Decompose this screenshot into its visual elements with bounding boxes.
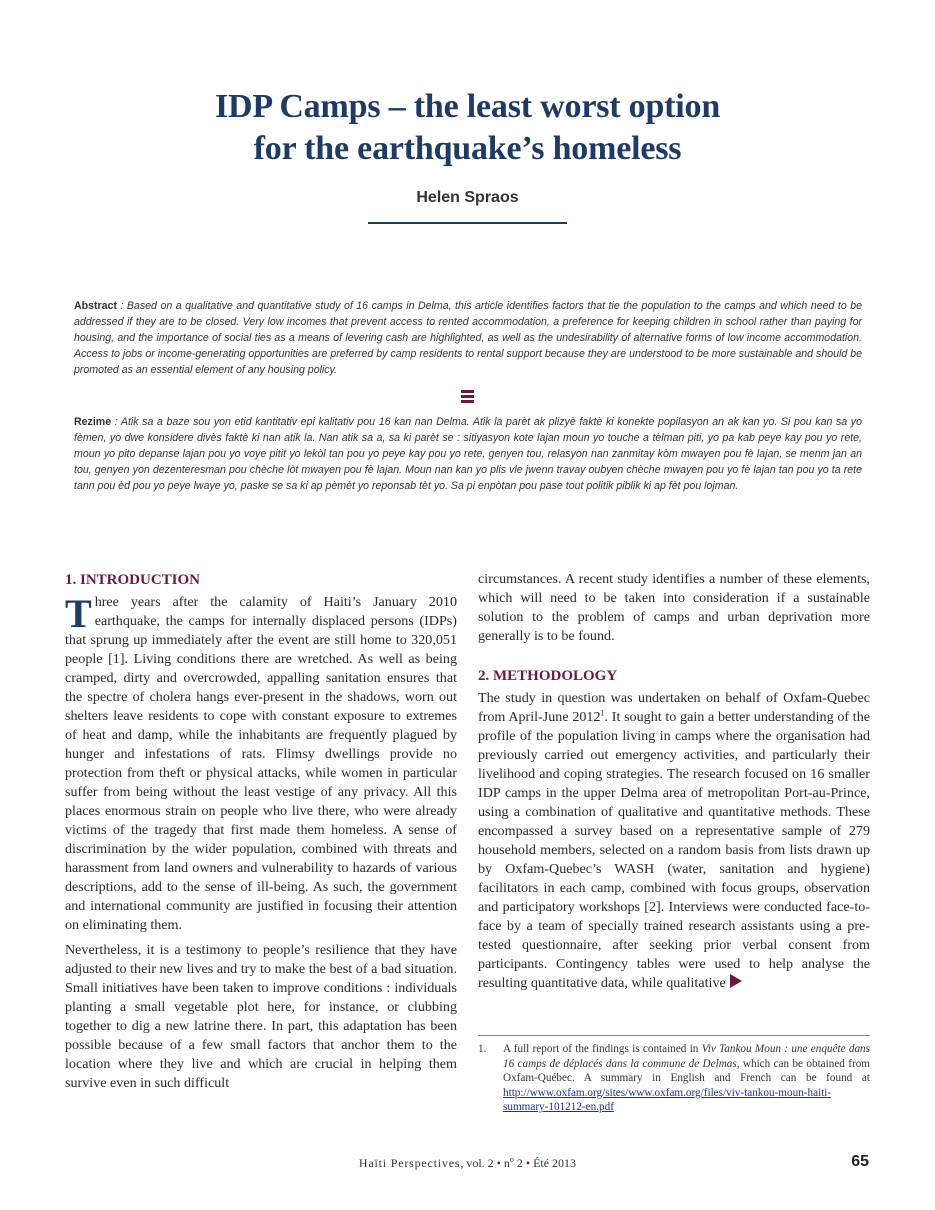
- footer-volume: , vol. 2: [460, 1156, 497, 1170]
- intro-paragraph-3: circumstances. A recent study identifies a number of these elements, which will need to be taken into consideration if a sustainable solution to the problem of camps and urban deprivation more generally is to be found.: [478, 571, 870, 644]
- intro-paragraph-1: [65, 593, 457, 935]
- intro-paragraph-2: Nevertheless, it is a testimony to people’s resilience that they have adjusted to their new lives and try to make the best of a bad situation. Small initiatives have been taken to improve conditions : individuals planting a small vegetable plot here, for instance, or clubbing together to dig a new latrine there. In part, this adaptation has been possible because of a few small factors that anchor them to the location where they live and which are crucial in helping them survive even in such difficult: [65, 942, 457, 1091]
- footnote-divider: [478, 1035, 870, 1036]
- footnote-report-title: Viv Tankou Moun : une enquête dans 16 camps de déplacés dans la commune de Delmas: [503, 1043, 870, 1070]
- intro-paragraph-1-text: hree years after the calamity of Haiti’s January 2010 earthquake, the camps for internally displaced persons (IDPs) that sprung up immediately after the event are still home to 320,051 people [1]. Living conditions there are wretched. As well as being cramped, dirty and overcrowded, appalling sanitation ensures that the spectre of cholera hangs ever-present in the shadows, worn out shelters leave residents to cope with constant exposure to extremes of heat and damp, while the inhabitants are frequently plagued by hunger and infestations of rats. Flimsy dwellings provide no protection from theft or physical attacks, while women in particular suffer from being without the least vestige of any privacy. All this places enormous strain on people who live there, who were already victims of the tragedy that first made them homeless. A sense of discrimination by the wider population, combined with threats and harassment from land owners and vulnerability to hazards of various descriptions, add to the sense of ill-being. As such, the government and international community are justified in focusing their attention on eliminating them.: [65, 594, 457, 933]
- methodology-text-a: The study in question was undertaken on behalf of Oxfam-Quebec from April-June 2012: [478, 690, 870, 725]
- three-bar-icon: [461, 390, 474, 403]
- right-triangle-arrow-icon: [730, 974, 742, 988]
- journal-name: Haïti Perspectives: [358, 1156, 461, 1170]
- footnote-link[interactable]: http://www.oxfam.org/sites/www.oxfam.org/files/viv-tankou-moun-haiti-summary-101212-en.pdf: [503, 1086, 832, 1113]
- footer-issue-number: 2: [513, 1156, 526, 1170]
- abstract: [74, 298, 862, 378]
- footnote-ref-1[interactable]: 1: [600, 708, 605, 718]
- abstract-label: Abstract: [74, 300, 117, 312]
- drop-cap: T: [65, 591, 92, 636]
- author-divider: [368, 222, 567, 224]
- footnote-text-b: , which can be obtained from Oxfam-Québec. A summary in English and French can be found at: [503, 1057, 871, 1084]
- footnote-body: [503, 1042, 870, 1115]
- article-title: [0, 86, 935, 170]
- methodology-paragraph-1: [478, 689, 870, 993]
- methodology-text-b: . It sought to gain a better understanding of the profile of the population living in camps where the organisation had previously carried out emergency activities, and particularly their livelihood and coping strategies. The research focused on 16 smaller IDP camps in the upper Delma area of metropolitan Port-au-Prince, using a combination of qualitative and quantitative methods. These encompassed a survey based on a representative sample of 279 household members, selected on a random basis from lists drawn up by Oxfam-Quebec’s WASH (water, sanitation and hygiene) facilitators in each camp, combined with focus groups, observation and participatory workshops [2]. Interviews were conducted face-to-face by a team of specially trained research assistants using a pre-tested questionnaire, after seeking prior verbal consent from participants. Contingency tables were used to help analyse the resulting quantitative data, while qualitative: [478, 709, 870, 991]
- left-column: [65, 570, 457, 1099]
- footer-separator-1: •: [496, 1156, 501, 1170]
- page-footer: [0, 1156, 935, 1171]
- footer-season: Été 2013: [530, 1156, 577, 1170]
- right-column: [478, 570, 870, 999]
- rezime-label: Rezime: [74, 416, 112, 428]
- title-line-1: IDP Camps – the least worst option: [214, 88, 721, 125]
- footer-issue-sup: o: [509, 1155, 514, 1164]
- footnote-number: 1.: [478, 1043, 487, 1055]
- rezime-text: : Atik sa a baze sou yon etid kantitativ epi kalitativ pou 16 kan nan Delma. Atik la parèt ak plizyè faktè ki konekte popilasyon an ak kan yo. Si pou kan sa yo fèmen, yo dwe konsidere divès faktè ki nan atik la. Nan atik sa a, sa ki parèt se : sitiyasyon kote lajan moun yo touche a tèlman piti, yo pa kab peye kay pou yo rete, moun yo pito depanse lajan pou yo voye pitit yo lekòl tan pou yo peye kay pou yo rete, genyen tou, relasyon nan zanmitay kòm mwayen pou fè lajan, se menm jan an tou, genyen yon dezenteresman pou chèche lòt mwayen pou fè lajan. Moun nan kan yo plis vle jwenn travay oubyen chèche mwayen pou yo fè lajan tan pou yo ta rete tann pou èd pou yo peye lwaye yo, paske se sa ki ap pèmèt yo reponsab tèt yo. Sa pi enpòtan pou pase tout politik piblik ki ap fèt pou lojman.: [74, 416, 862, 492]
- footer-separator-2: •: [525, 1156, 531, 1170]
- section-heading-introduction: 1. INTRODUCTION: [65, 572, 201, 588]
- author-name: Helen Spraos: [416, 189, 519, 206]
- section-heading-methodology: 2. METHODOLOGY: [478, 668, 618, 684]
- page-number: 65: [851, 1153, 869, 1170]
- footnote-text-a: A full report of the findings is contained in: [503, 1043, 702, 1055]
- footer-issue: n: [500, 1156, 510, 1170]
- abstract-text: : Based on a qualitative and quantitative study of 16 camps in Delma, this article identifies factors that tie the population to the camps and which need to be addressed if they are to be closed. Very low incomes that prevent access to rented accommodation, a preference for keeping children in school rather than paying for housing, and the importance of social ties as a means of levering cash are highlighted, as well as the undesirability of alternative forms of low income accommodation. Access to jobs or income-generating opportunities are preferred by camp residents to rental support because they are understood to be more sustainable and should be promoted as an essential element of any housing policy.: [74, 300, 862, 376]
- footnote-1: [478, 1042, 870, 1115]
- rezime: [74, 414, 862, 494]
- title-line-2: for the earthquake’s homeless: [253, 130, 682, 167]
